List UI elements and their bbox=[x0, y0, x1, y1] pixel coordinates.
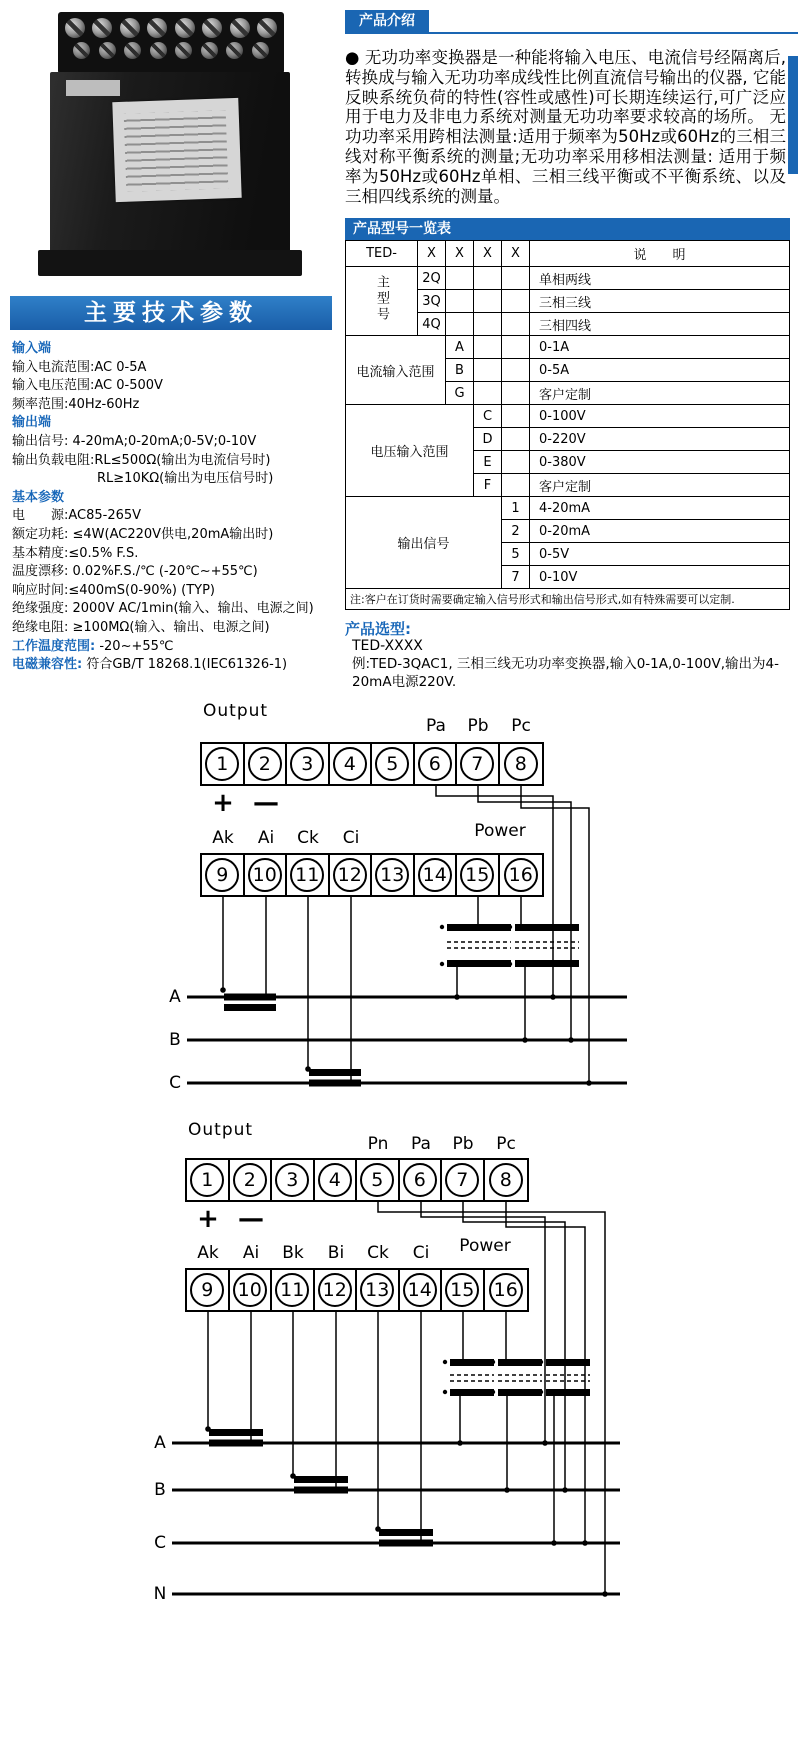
code-cell: 1 bbox=[502, 497, 530, 520]
param-line: 输入电流范围:AC 0-5A bbox=[12, 359, 147, 375]
terminal bbox=[415, 855, 458, 895]
intro-title: 产品介绍 bbox=[345, 10, 429, 32]
param-value: -20~+55℃ bbox=[95, 638, 174, 654]
desc-cell: 0-10V bbox=[530, 566, 790, 589]
terminal-number: 5 bbox=[375, 747, 409, 781]
terminal-label: Pc bbox=[496, 1134, 516, 1154]
desc-cell: 4-20mA bbox=[530, 497, 790, 520]
screw-icon bbox=[230, 18, 250, 38]
param-section-header: 输出端 bbox=[12, 415, 52, 431]
param-line: 绝缘强度: 2000V AC/1min(输入、输出、电源之间) bbox=[12, 601, 314, 617]
desc-cell: 三相三线 bbox=[530, 290, 790, 313]
terminal-strip-1 bbox=[185, 1158, 529, 1202]
terminal-number: 14 bbox=[403, 1273, 437, 1307]
terminal-number: 9 bbox=[190, 1273, 224, 1307]
terminal-number: 10 bbox=[233, 1273, 267, 1307]
empty-cell bbox=[502, 336, 530, 359]
terminal-number: 6 bbox=[403, 1163, 437, 1197]
terminal-number: 7 bbox=[460, 747, 494, 781]
terminal bbox=[400, 1270, 443, 1310]
terminal-strip-2 bbox=[185, 1268, 529, 1312]
minus-sign: — bbox=[238, 1204, 264, 1234]
device-label bbox=[112, 98, 241, 202]
product-photo bbox=[28, 8, 320, 280]
voltage-terminal-labels bbox=[150, 1134, 650, 1156]
voltage-terminal-labels bbox=[165, 716, 645, 738]
desc-cell: 三相四线 bbox=[530, 313, 790, 336]
desc-cell: 客户定制 bbox=[530, 382, 790, 405]
terminal bbox=[187, 1160, 230, 1200]
group-label: 主型号 bbox=[374, 275, 389, 323]
output-label: Output bbox=[203, 701, 269, 721]
table-row bbox=[346, 241, 790, 267]
group-label-cell: 输出信号 bbox=[346, 497, 502, 589]
terminal-number: 1 bbox=[190, 1163, 224, 1197]
terminal-number: 12 bbox=[333, 858, 367, 892]
terminal-number: 5 bbox=[360, 1163, 394, 1197]
terminal-label: Ci bbox=[412, 1243, 430, 1263]
phase-lines bbox=[172, 1443, 620, 1594]
param-section-header: 基本参数 bbox=[12, 489, 65, 505]
terminal-label: Pa bbox=[411, 1134, 431, 1154]
terminal-number: 11 bbox=[275, 1273, 309, 1307]
x-cell: X bbox=[446, 241, 474, 267]
model-table-title: 产品型号一览表 bbox=[345, 218, 790, 240]
terminal-number: 9 bbox=[205, 858, 239, 892]
screw-icon bbox=[257, 18, 277, 38]
desc-cell: 0-380V bbox=[530, 451, 790, 474]
terminal bbox=[330, 855, 373, 895]
code-cell: C bbox=[474, 405, 502, 428]
terminal-label: Ck bbox=[367, 1243, 389, 1263]
terminal-strip-1 bbox=[200, 742, 544, 786]
terminal bbox=[500, 744, 543, 784]
selection-title: 产品选型: bbox=[345, 620, 411, 638]
empty-cell bbox=[474, 359, 502, 382]
screw-icon bbox=[73, 42, 90, 59]
phase-label-a: A bbox=[169, 987, 181, 1007]
empty-cell bbox=[446, 267, 474, 290]
terminal-label: Pb bbox=[467, 716, 489, 736]
terminal bbox=[272, 1160, 315, 1200]
terminal-number: 8 bbox=[489, 1163, 523, 1197]
terminal bbox=[230, 1270, 273, 1310]
param-line: 输入电压范围:AC 0-500V bbox=[12, 378, 163, 394]
table-row bbox=[346, 267, 790, 290]
param-line: 电 源:AC85-265V bbox=[12, 508, 142, 524]
terminal-number: 2 bbox=[248, 747, 282, 781]
group-label-cell: 电压输入范围 bbox=[346, 405, 474, 497]
terminal bbox=[357, 1270, 400, 1310]
terminal bbox=[245, 744, 288, 784]
desc-header-cell: 说 明 bbox=[530, 241, 790, 267]
terminal-label: Bk bbox=[282, 1243, 304, 1263]
param-line: 响应时间:≤400mS(0-90%) (TYP) bbox=[12, 582, 215, 598]
empty-cell bbox=[502, 290, 530, 313]
divider bbox=[345, 32, 798, 34]
current-terminal-labels bbox=[165, 828, 645, 850]
terminal-number: 16 bbox=[504, 858, 538, 892]
code-cell: 2 bbox=[502, 520, 530, 543]
desc-cell: 0-20mA bbox=[530, 520, 790, 543]
terminal-number: 2 bbox=[233, 1163, 267, 1197]
minus-sign: — bbox=[253, 788, 279, 818]
terminal-label: Ak bbox=[212, 828, 234, 848]
decorative-stripe bbox=[788, 56, 798, 174]
group-label-cell: 电流输入范围 bbox=[346, 336, 446, 405]
code-cell: D bbox=[474, 428, 502, 451]
terminal-number: 6 bbox=[418, 747, 452, 781]
selection-model: TED-XXXX bbox=[352, 638, 423, 654]
intro-body: ● 无功功率变换器是一种能将输入电压、电流信号经隔离后,转换成与输入无功功率成线性比例直流信号输出的仪器, 它能反映系统负荷的特性(容性或感性)可长期连续运行,可广泛应用于电力及非电力系统对测量无功功率要求较高的场所。 无功功率采用跨相法测量:适用于频率为50Hz或60Hz的三相三线对称平衡系统的测量;无功功率采用移相法测量: 适用于频率为50Hz或60Hz单相、三相三线平衡或不平衡系统、以及三相四线系统的测量。 bbox=[345, 48, 786, 206]
code-cell: E bbox=[474, 451, 502, 474]
screw-icon bbox=[124, 42, 141, 59]
terminal bbox=[187, 1270, 230, 1310]
terminal-label: Ck bbox=[297, 828, 319, 848]
terminal-strip-2 bbox=[200, 853, 544, 897]
note-cell: 注:客户在订货时需要确定输入信号形式和输出信号形式,如有特殊需要可以定制. bbox=[346, 589, 790, 610]
screw-row bbox=[65, 18, 277, 38]
plus-sign: + bbox=[212, 788, 234, 818]
terminal bbox=[442, 1270, 485, 1310]
selection-example: 例:TED-3QAC1, 三相三线无功功率变换器,输入0-1A,0-100V,输出为4-20mA电源220V. bbox=[352, 656, 779, 690]
terminal-number: 4 bbox=[318, 1163, 352, 1197]
model-table-section bbox=[345, 218, 790, 610]
terminal bbox=[202, 744, 245, 784]
desc-cell: 0-5V bbox=[530, 543, 790, 566]
terminal bbox=[245, 855, 288, 895]
screw-icon bbox=[226, 42, 243, 59]
terminal bbox=[372, 855, 415, 895]
terminal bbox=[315, 1160, 358, 1200]
code-cell: 2Q bbox=[418, 267, 446, 290]
terminal-block bbox=[58, 12, 284, 74]
terminal-number: 13 bbox=[375, 858, 409, 892]
terminal bbox=[372, 744, 415, 784]
empty-cell bbox=[502, 474, 530, 497]
terminal bbox=[230, 1160, 273, 1200]
group-label-cell bbox=[346, 267, 418, 336]
empty-cell bbox=[446, 313, 474, 336]
terminal bbox=[287, 744, 330, 784]
current-transformer-a bbox=[224, 994, 276, 1012]
device-base bbox=[38, 250, 302, 276]
terminal-label: Ai bbox=[242, 1243, 260, 1263]
terminal-number: 16 bbox=[489, 1273, 523, 1307]
param-line: 输出信号: 4-20mA;0-20mA;0-5V;0-10V bbox=[12, 433, 257, 449]
empty-cell bbox=[474, 336, 502, 359]
plus-sign: + bbox=[197, 1204, 219, 1234]
empty-cell bbox=[446, 290, 474, 313]
desc-cell: 单相两线 bbox=[530, 267, 790, 290]
wiring-diagram-3p3w bbox=[165, 698, 645, 1105]
param-line: 额定功耗: ≤4W(AC220V供电,20mA输出时) bbox=[12, 526, 274, 542]
screw-icon bbox=[202, 18, 222, 38]
screw-icon bbox=[252, 42, 269, 59]
current-transformer-a bbox=[209, 1429, 263, 1447]
terminal-number: 11 bbox=[290, 858, 324, 892]
code-cell: G bbox=[446, 382, 474, 405]
screw-icon bbox=[92, 18, 112, 38]
terminal-number: 3 bbox=[275, 1163, 309, 1197]
screw-icon bbox=[147, 18, 167, 38]
terminal-number: 10 bbox=[248, 858, 282, 892]
terminal-label: Ak bbox=[197, 1243, 219, 1263]
terminal-label: Pc bbox=[511, 716, 531, 736]
desc-cell: 客户定制 bbox=[530, 474, 790, 497]
phase-label-a: A bbox=[154, 1433, 166, 1453]
screw-icon bbox=[99, 42, 116, 59]
current-transformer-c bbox=[379, 1529, 433, 1547]
voltage-transformers bbox=[443, 1359, 590, 1396]
empty-cell bbox=[474, 290, 502, 313]
param-line: 基本精度:≤0.5% F.S. bbox=[12, 545, 139, 561]
screw-icon bbox=[175, 18, 195, 38]
phase-label-c: C bbox=[169, 1073, 181, 1093]
terminal bbox=[415, 744, 458, 784]
x-cell: X bbox=[418, 241, 446, 267]
terminal-number: 1 bbox=[205, 747, 239, 781]
terminal bbox=[442, 1160, 485, 1200]
screw-icon bbox=[65, 18, 85, 38]
power-label: Power bbox=[474, 821, 526, 841]
terminal-number: 4 bbox=[333, 747, 367, 781]
x-cell: X bbox=[502, 241, 530, 267]
param-line bbox=[12, 638, 344, 657]
terminal bbox=[272, 1270, 315, 1310]
empty-cell bbox=[502, 359, 530, 382]
terminal-number: 3 bbox=[290, 747, 324, 781]
terminal-label: Pn bbox=[367, 1134, 389, 1154]
terminal bbox=[357, 1160, 400, 1200]
desc-cell: 0-220V bbox=[530, 428, 790, 451]
code-cell: 5 bbox=[502, 543, 530, 566]
x-cell: X bbox=[474, 241, 502, 267]
terminal bbox=[457, 855, 500, 895]
param-line: RL≥10KΩ(输出为电压信号时) bbox=[97, 471, 274, 487]
screw-icon bbox=[175, 42, 192, 59]
param-line: 频率范围:40Hz-60Hz bbox=[12, 396, 140, 412]
terminal bbox=[485, 1160, 528, 1200]
current-transformer-c bbox=[309, 1069, 361, 1087]
param-line bbox=[12, 656, 344, 675]
phase-label-b: B bbox=[169, 1030, 181, 1050]
current-terminal-labels bbox=[150, 1243, 650, 1265]
screw-row bbox=[65, 42, 277, 59]
terminal-number: 13 bbox=[360, 1273, 394, 1307]
param-line: 温度漂移: 0.02%F.S./℃ (-20℃~+55℃) bbox=[12, 564, 258, 580]
terminal bbox=[457, 744, 500, 784]
param-section-header: 输入端 bbox=[12, 341, 52, 356]
empty-cell bbox=[502, 382, 530, 405]
desc-cell: 0-5A bbox=[530, 359, 790, 382]
desc-cell: 0-100V bbox=[530, 405, 790, 428]
phase-label-n: N bbox=[153, 1584, 167, 1604]
device-body bbox=[50, 72, 290, 252]
terminal-number: 7 bbox=[445, 1163, 479, 1197]
device-label-small bbox=[66, 80, 120, 96]
empty-cell bbox=[474, 382, 502, 405]
terminal-number: 12 bbox=[318, 1273, 352, 1307]
empty-cell bbox=[502, 428, 530, 451]
terminal bbox=[202, 855, 245, 895]
phase-label-c: C bbox=[154, 1533, 166, 1553]
terminal-label: Ci bbox=[342, 828, 360, 848]
phase-label-b: B bbox=[154, 1480, 166, 1500]
tech-params-banner: 主要技术参数 bbox=[10, 296, 332, 330]
current-transformer-b bbox=[294, 1476, 348, 1494]
desc-cell: 0-1A bbox=[530, 336, 790, 359]
param-label: 电磁兼容性: bbox=[12, 657, 83, 673]
empty-cell bbox=[502, 451, 530, 474]
terminal-label: Bi bbox=[327, 1243, 345, 1263]
param-line: 绝缘电阻: ≥100MΩ(输入、输出、电源之间) bbox=[12, 619, 270, 635]
screw-icon bbox=[150, 42, 167, 59]
terminal-number: 14 bbox=[418, 858, 452, 892]
terminal bbox=[500, 855, 543, 895]
code-cell: A bbox=[446, 336, 474, 359]
screw-icon bbox=[201, 42, 218, 59]
code-cell: 4Q bbox=[418, 313, 446, 336]
empty-cell bbox=[502, 405, 530, 428]
terminal-number: 15 bbox=[460, 858, 494, 892]
param-line: 输出负载电阻:RL≤500Ω(输出为电流信号时) bbox=[12, 452, 271, 468]
tech-params-list bbox=[12, 340, 344, 675]
terminal-number: 8 bbox=[504, 747, 538, 781]
wiring-diagram-3p4w bbox=[150, 1118, 650, 1618]
table-row bbox=[346, 589, 790, 610]
model-table bbox=[345, 240, 790, 610]
terminal-label: Ai bbox=[257, 828, 275, 848]
terminal bbox=[315, 1270, 358, 1310]
terminal-label: Pa bbox=[426, 716, 446, 736]
output-label: Output bbox=[188, 1120, 254, 1140]
param-value: 符合GB/T 18268.1(IEC61326-1) bbox=[82, 657, 288, 673]
table-row bbox=[346, 336, 790, 359]
terminal bbox=[485, 1270, 528, 1310]
table-row bbox=[346, 497, 790, 520]
empty-cell bbox=[474, 313, 502, 336]
empty-cell bbox=[502, 267, 530, 290]
code-cell: B bbox=[446, 359, 474, 382]
terminal bbox=[330, 744, 373, 784]
screw-icon bbox=[120, 18, 140, 38]
terminal-number: 15 bbox=[445, 1273, 479, 1307]
code-cell: 3Q bbox=[418, 290, 446, 313]
code-cell: F bbox=[474, 474, 502, 497]
terminal-label: Pb bbox=[452, 1134, 474, 1154]
empty-cell bbox=[502, 313, 530, 336]
code-cell: 7 bbox=[502, 566, 530, 589]
model-prefix-cell: TED- bbox=[346, 241, 418, 267]
param-label: 工作温度范围: bbox=[12, 638, 96, 654]
voltage-transformers bbox=[440, 924, 579, 967]
table-row bbox=[346, 405, 790, 428]
power-label: Power bbox=[459, 1236, 511, 1256]
empty-cell bbox=[474, 267, 502, 290]
terminal bbox=[287, 855, 330, 895]
terminal bbox=[400, 1160, 443, 1200]
